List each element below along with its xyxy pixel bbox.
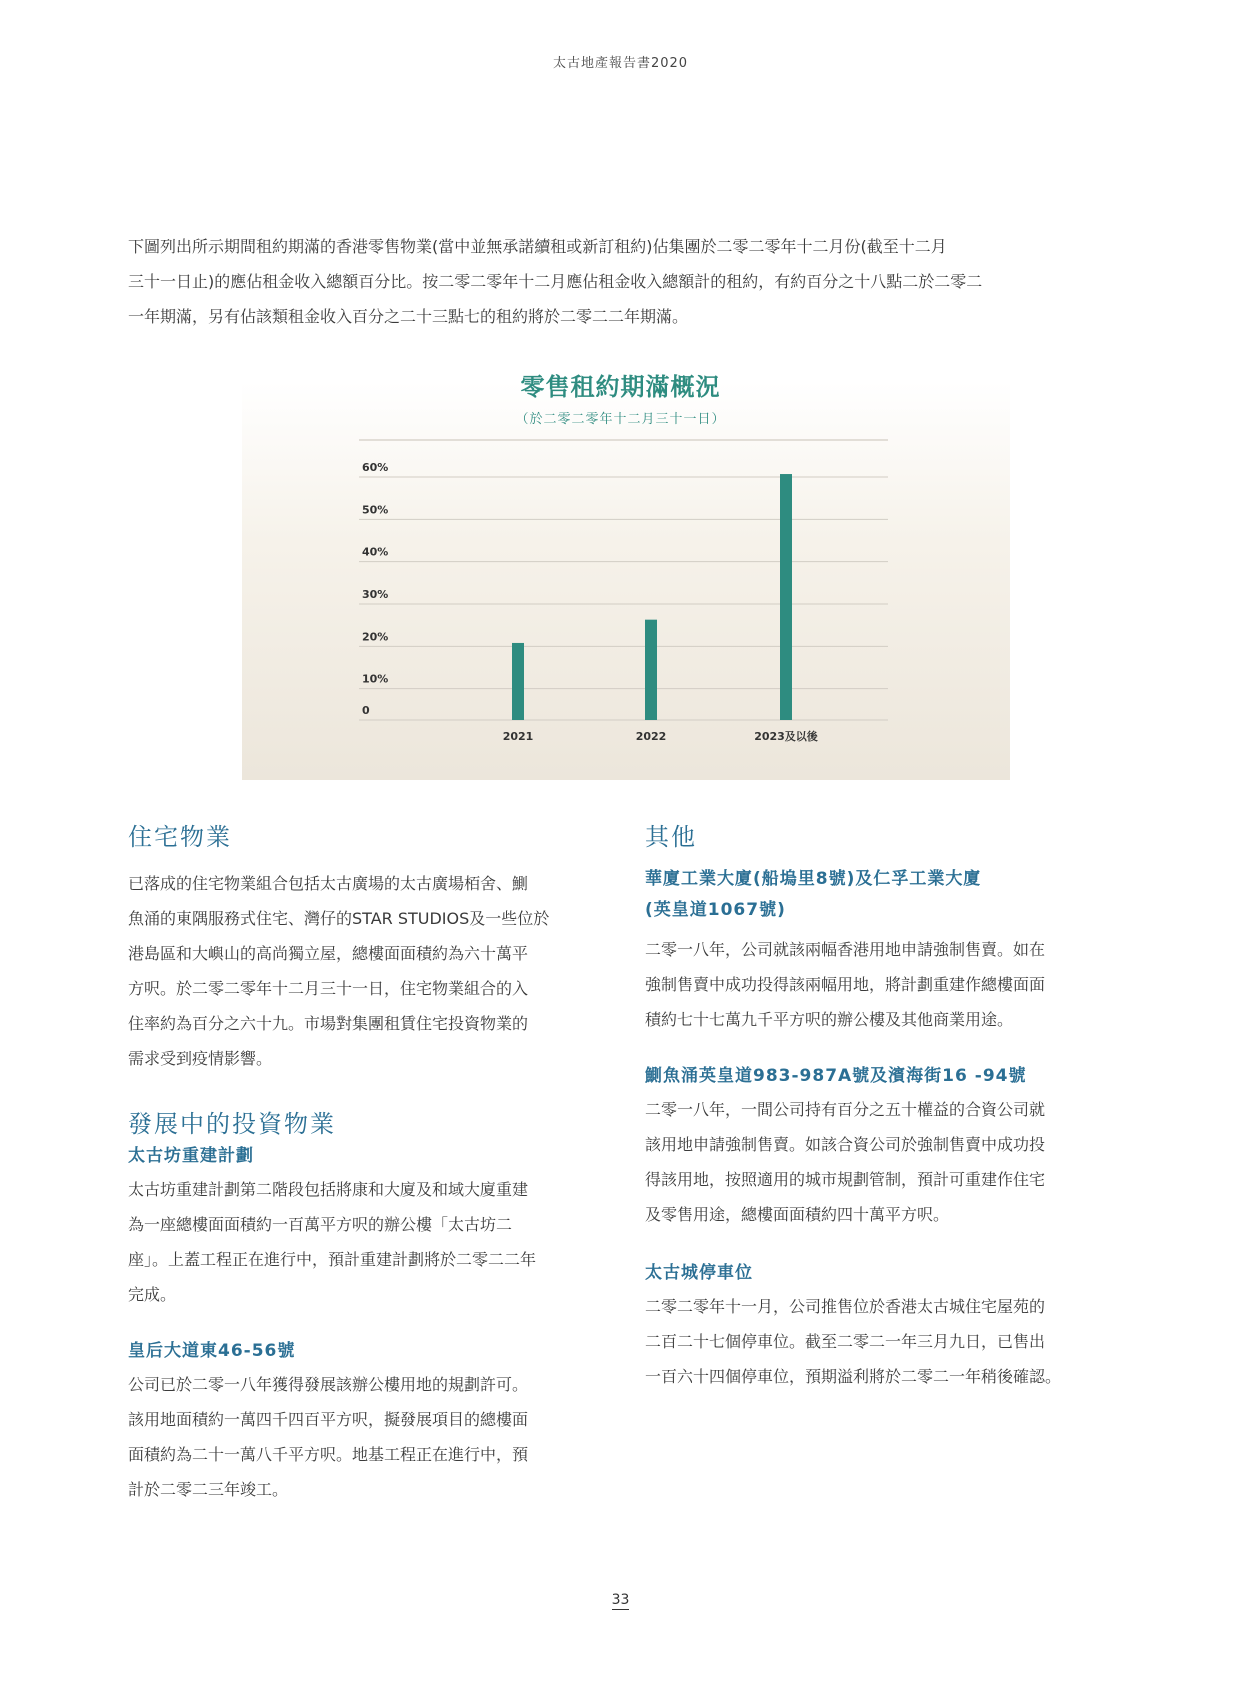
- queens-line: 該用地面積約一萬四千四百平方呎，擬發展項目的總樓面: [128, 1410, 529, 1429]
- report-header: 太古地產報告書2020: [552, 56, 689, 71]
- quarry-bay-line: 該用地申請強制售賣。如該合資公司於強制售賣中成功投: [645, 1135, 1046, 1154]
- y-tick-label: 10%: [362, 672, 389, 686]
- wah-ha-line: 二零一八年，公司就該兩幅香港用地申請強制售賣。如在: [645, 940, 1046, 959]
- chart-subtitle: （於二零二零年十二月三十一日）: [515, 412, 726, 427]
- page-number: [0, 1592, 1241, 1608]
- queens-line: 面積約為二十一萬八千平方呎。地基工程正在進行中，預: [128, 1445, 529, 1464]
- y-tick-label: 60%: [362, 461, 389, 474]
- intro-line: 下圖列出所示期間租約期滿的香港零售物業(當中並無承諾續租或新訂租約)佔集團於二零二零年十二月份(截至十二月: [128, 237, 947, 256]
- quarry-bay-line: 得該用地，按照適用的城市規劃管制，預計可重建作住宅: [645, 1170, 1046, 1189]
- y-tick-label: 0: [362, 704, 370, 717]
- parking-line: 二零二零年十一月，公司推售位於香港太古城住宅屋苑的: [645, 1297, 1046, 1316]
- bar: [512, 643, 524, 720]
- x-tick-label: 2023及以後: [754, 730, 818, 743]
- wah-ha-heading: 華廈工業大廈(船塢里8號)及仁孚工業大廈: [645, 869, 982, 889]
- right-column: [645, 820, 1123, 1394]
- wah-ha-line: 強制售賣中成功投得該兩幅用地，將計劃重建作總樓面面: [645, 975, 1046, 994]
- y-tick-label: 30%: [362, 588, 389, 601]
- residential-heading: 住宅物業: [128, 823, 232, 851]
- taikoo-line: 完成。: [128, 1285, 177, 1304]
- parking-line: 一百六十四個停車位，預期溢利將於二零二一年稍後確認。: [645, 1367, 1062, 1386]
- others-heading: 其他: [645, 823, 697, 851]
- y-tick-label: 40%: [362, 545, 389, 559]
- intro-line: 一年期滿，另有佔該類租金收入百分之二十三點七的租約將於二零二二年期滿。: [128, 307, 689, 326]
- residential-line: 需求受到疫情影響。: [128, 1049, 273, 1068]
- page-number-text: 33: [611, 1592, 630, 1608]
- wah-ha-line: 積約七十七萬九千平方呎的辦公樓及其他商業用途。: [645, 1010, 1014, 1029]
- queens-line: 公司已於二零一八年獲得發展該辦公樓用地的規劃許可。: [128, 1375, 529, 1394]
- bar: [780, 474, 792, 720]
- intro-line: 三十一日止)的應佔租金收入總額百分比。按二零二零年十二月應佔租金收入總額計的租約，有約百分之十八點二於二零二: [128, 272, 983, 291]
- residential-line: 港島區和大嶼山的高尚獨立屋，總樓面面積約為六十萬平: [128, 944, 529, 963]
- residential-line: 方呎。於二零二零年十二月三十一日，住宅物業組合的入: [128, 979, 529, 998]
- quarry-bay-line: 及零售用途，總樓面面積約四十萬平方呎。: [645, 1205, 950, 1224]
- quarry-bay-heading: 鰂魚涌英皇道983-987A號及濱海街16 -94號: [645, 1066, 1027, 1086]
- retail-lease-expiry-chart: [0, 0, 1241, 800]
- wah-ha-heading-line2: (英皇道1067號): [645, 900, 786, 920]
- taikoo-place-heading: 太古坊重建計劃: [128, 1146, 254, 1166]
- queens-line: 計於二零二三年竣工。: [128, 1480, 289, 1499]
- taikoo-line: 座」。上蓋工程正在進行中，預計重建計劃將於二零二二年: [128, 1250, 537, 1269]
- residential-line: 魚涌的東隅服務式住宅、灣仔的STAR STUDIOS及一些位於: [128, 909, 550, 928]
- residential-line: 已落成的住宅物業組合包括太古廣場的太古廣場栢舍、鰂: [128, 874, 529, 893]
- taikoo-line: 為一座總樓面面積約一百萬平方呎的辦公樓「太古坊二: [128, 1215, 513, 1234]
- left-column: [128, 820, 606, 1507]
- residential-line: 住率約為百分之六十九。市場對集團租賃住宅投資物業的: [128, 1014, 529, 1033]
- y-tick-label: 20%: [362, 630, 389, 644]
- x-tick-label: 2021: [502, 730, 534, 743]
- x-tick-label: 2022: [635, 730, 667, 743]
- y-tick-label: 50%: [362, 503, 389, 517]
- taikoo-line: 太古坊重建計劃第二階段包括將康和大廈及和域大廈重建: [128, 1180, 529, 1199]
- bar: [645, 620, 657, 720]
- parking-heading: 太古城停車位: [645, 1263, 753, 1283]
- quarry-bay-line: 二零一八年，一間公司持有百分之五十權益的合資公司就: [645, 1100, 1046, 1119]
- chart-title: 零售租約期滿概況: [520, 373, 721, 401]
- parking-line: 二百二十七個停車位。截至二零二一年三月九日，已售出: [645, 1332, 1046, 1351]
- queens-road-heading: 皇后大道東46-56號: [128, 1341, 296, 1361]
- development-heading: 發展中的投資物業: [128, 1110, 336, 1138]
